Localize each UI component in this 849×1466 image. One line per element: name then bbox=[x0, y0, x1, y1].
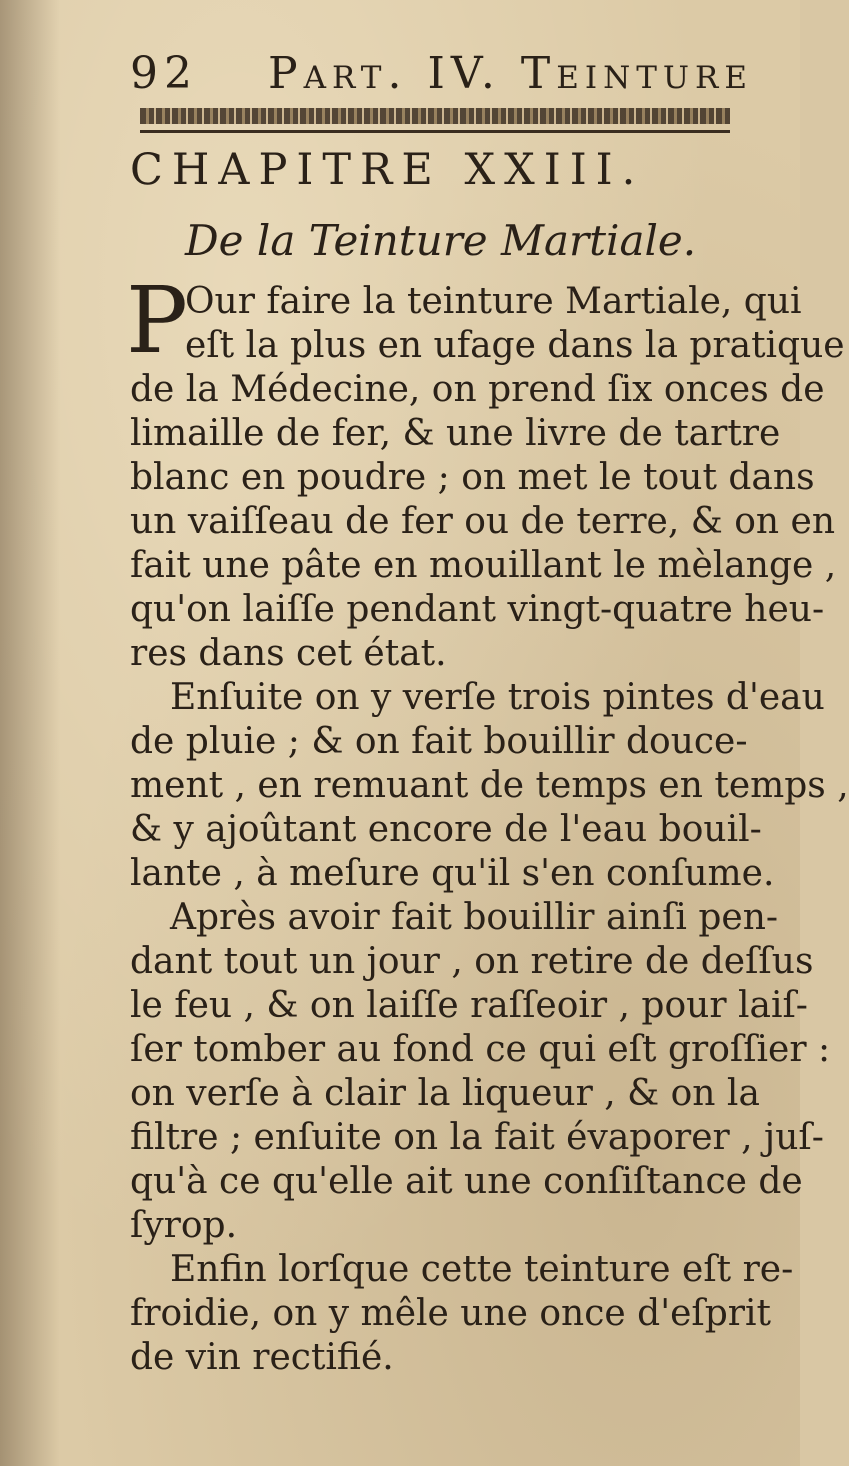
text-line: & y ajoûtant encore de l'eau bouil- bbox=[130, 809, 762, 850]
text-line: ſer tomber au fond ce qui eſt groſſier : bbox=[130, 1029, 831, 1070]
text-line: lante , à meſure qu'il s'en conſume. bbox=[130, 853, 775, 894]
text-line: de vin rectifié. bbox=[130, 1337, 394, 1378]
running-title: Part. IV. Teinture bbox=[268, 48, 753, 99]
text-line: Enfin lorſque cette teinture eſt re- bbox=[170, 1249, 794, 1290]
text-line: fait une pâte en mouillant le mèlange , bbox=[130, 545, 837, 586]
chapter-subtitle: De la Teinture Martiale. bbox=[185, 216, 697, 265]
running-head bbox=[130, 48, 753, 99]
text-line: on verſe à clair la liqueur , & on la bbox=[130, 1073, 760, 1114]
page-number: 92 bbox=[130, 48, 198, 99]
body-text bbox=[130, 280, 849, 1380]
text-line: de la Médecine, on prend ſix onces de bbox=[130, 369, 825, 410]
drop-cap: P bbox=[126, 267, 188, 374]
text-line: limaille de fer, & une livre de tartre bbox=[130, 413, 781, 454]
text-line: ment , en remuant de temps en temps , bbox=[130, 765, 849, 806]
text-line: Our faire la teinture Martiale, qui bbox=[185, 281, 802, 322]
text-line: froidie, on y mêle une once d'eſprit bbox=[130, 1293, 771, 1334]
chapter-heading: CHAPITRE XXIII. bbox=[130, 145, 645, 195]
page-gutter-shadow bbox=[0, 0, 60, 1466]
text-line: eſt la plus en ufage dans la pratique bbox=[185, 325, 845, 366]
text-line: le feu , & on laiſſe raſſeoir , pour laiſ- bbox=[130, 985, 808, 1026]
text-line: de pluie ; & on fait bouillir douce- bbox=[130, 721, 748, 762]
text-line: Enſuite on y verſe trois pintes d'eau bbox=[170, 677, 825, 718]
text-line: qu'à ce qu'elle ait une conſiſtance de bbox=[130, 1161, 803, 1202]
text-line: res dans cet état. bbox=[130, 633, 447, 674]
header-ornament bbox=[140, 108, 730, 124]
text-line: un vaiſſeau de fer ou de terre, & on en bbox=[130, 501, 836, 542]
text-line: ſyrop. bbox=[130, 1205, 238, 1246]
text-line: dant tout un jour , on retire de deſſus bbox=[130, 941, 814, 982]
text-line: filtre ; enſuite on la fait évaporer , juſ- bbox=[130, 1117, 824, 1158]
text-line: blanc en poudre ; on met le tout dans bbox=[130, 457, 815, 498]
header-rule bbox=[140, 130, 730, 133]
text-line: Après avoir fait bouillir ainſi pen- bbox=[170, 897, 779, 938]
text-line: qu'on laiſſe pendant vingt-quatre heu- bbox=[130, 589, 825, 630]
